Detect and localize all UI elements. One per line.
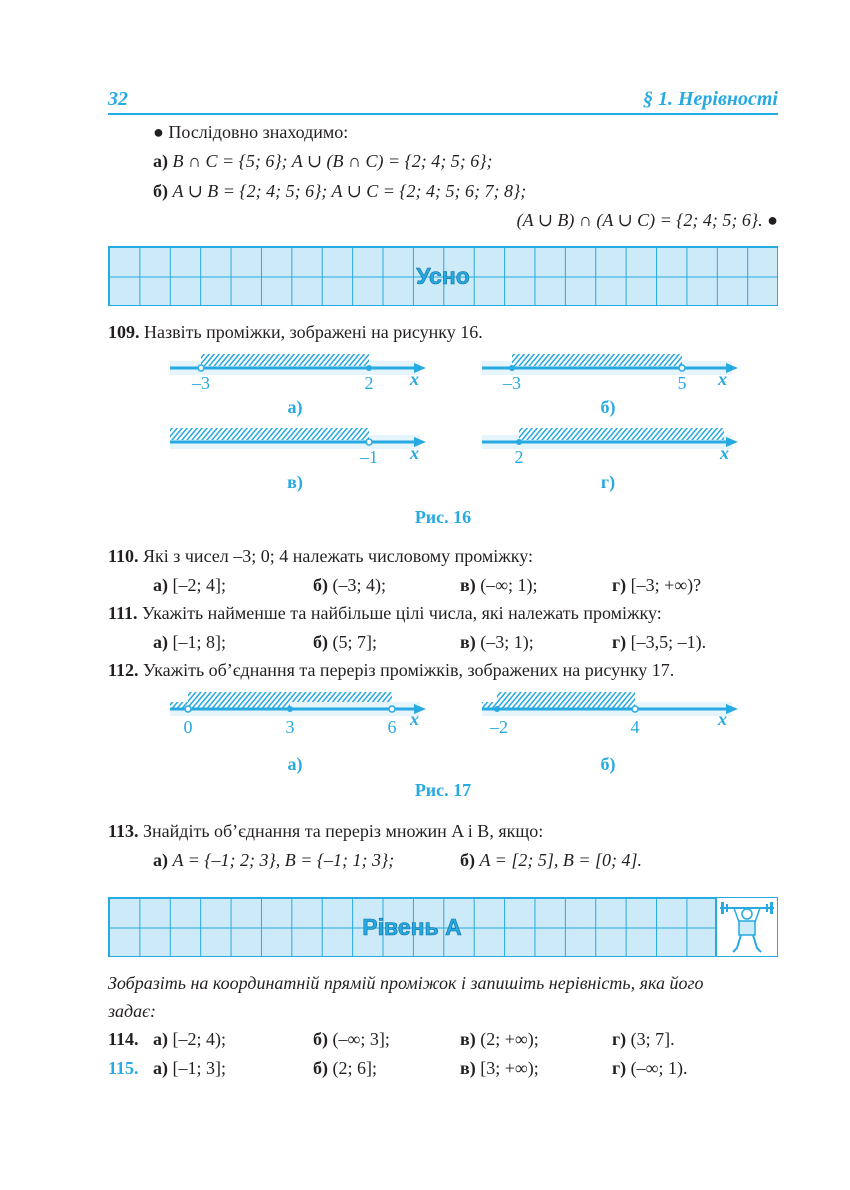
figure-17 [0, 680, 850, 810]
number-line-v [170, 428, 426, 467]
item-text: [–1; 3]; [168, 1058, 226, 1078]
item-text: (5; 7]; [328, 632, 377, 652]
tick-label: –3 [192, 373, 210, 393]
item-text: A = [2; 5], B = [0; 4]. [475, 850, 642, 870]
item-text: [–1; 8]; [168, 632, 226, 652]
instruction-line-1: Зобразіть на координатній прямій проміжок і запишіть нерівність, яка його [108, 973, 704, 993]
exercise-text: Які з чисел –3; 0; 4 належать числовому проміжку: [143, 546, 533, 566]
axis-label: x [410, 709, 419, 729]
item-label: а) [153, 1029, 168, 1049]
option-a [153, 1057, 226, 1079]
item-text: [–2; 4]; [168, 575, 226, 595]
item-text: (–∞; 1); [475, 575, 538, 595]
exercise-number: 111. [108, 603, 138, 623]
number-line-b [482, 354, 738, 393]
intro-line-a [153, 150, 492, 172]
item-label: а) [153, 151, 168, 171]
item-text: (2; +∞); [475, 1029, 539, 1049]
item-label: б) [313, 575, 328, 595]
item-label: а) [153, 1058, 168, 1078]
option-b [313, 574, 386, 596]
option-g [612, 574, 701, 596]
exercise-number: 113. [108, 821, 139, 841]
option-b [313, 631, 377, 653]
option-v [460, 1057, 539, 1079]
weightlifter-icon [716, 897, 778, 957]
exercise-text: Знайдіть об’єднання та переріз множин A і B, якщо: [143, 821, 544, 841]
item-label: в) [460, 1029, 476, 1049]
axis-label: x [410, 369, 419, 389]
item-text: (–3; 1); [475, 632, 534, 652]
exercise-text: Укажіть найменше та найбільше цілі числа, які належать проміжку: [142, 603, 662, 623]
figure-caption: Рис. 16 [414, 507, 472, 527]
option-a [153, 574, 226, 596]
tick-label: –2 [490, 717, 508, 737]
exercise-text: Укажіть об’єднання та переріз проміжків, зображених на рисунку 17. [143, 660, 675, 680]
item-label: г) [612, 1058, 627, 1078]
item-label: б) [153, 181, 168, 201]
tick-label: 4 [630, 717, 640, 737]
tick-label: –3 [503, 373, 521, 393]
item-label: г) [612, 1029, 627, 1049]
instruction-line-2: задає: [108, 1001, 156, 1021]
exercise-number: 110. [108, 546, 139, 566]
item-text: [3; +∞); [475, 1058, 539, 1078]
exercise-110 [108, 545, 533, 567]
exercise-112 [108, 659, 674, 681]
item-label: б) [313, 1029, 328, 1049]
option-v [460, 574, 538, 596]
exercise-number: 115. [108, 1058, 139, 1078]
option-a [153, 1028, 226, 1050]
header-rule [108, 113, 778, 115]
exercise-114 [108, 1028, 139, 1050]
item-text: (–3; 4); [328, 575, 386, 595]
subfigure-label: г) [600, 472, 616, 492]
item-label: а) [153, 850, 168, 870]
item-text: (–∞; 1). [626, 1058, 688, 1078]
option-g [612, 631, 706, 653]
option-b [460, 849, 642, 871]
band-title: Рівень А [362, 914, 462, 940]
section-band-oral [108, 246, 778, 306]
page-number: 32 [108, 88, 128, 110]
section-band-level [108, 897, 716, 957]
option-v [460, 631, 534, 653]
figure-caption: Рис. 17 [414, 780, 472, 800]
item-label: б) [313, 632, 328, 652]
item-label: г) [612, 632, 627, 652]
axis-label: x [718, 709, 727, 729]
number-line-17a [170, 692, 426, 737]
option-a [153, 631, 226, 653]
item-label: а) [153, 575, 168, 595]
tick-label: 0 [183, 717, 193, 737]
number-line-g [482, 428, 738, 467]
tick-label: –1 [360, 447, 378, 467]
exercise-113 [108, 820, 543, 842]
option-g [612, 1028, 675, 1050]
item-text: A ∪ B = {2; 4; 5; 6}; A ∪ C = {2; 4; 5; 6; 7; 8}; [168, 181, 527, 201]
item-text: [–3; +∞)? [626, 575, 702, 595]
item-text: (3; 7]. [626, 1029, 675, 1049]
item-label: в) [460, 1058, 476, 1078]
option-a [153, 849, 394, 871]
figure-16 [0, 340, 850, 540]
tick-label: 6 [387, 717, 397, 737]
subfigure-label: а) [287, 397, 303, 417]
item-label: б) [313, 1058, 328, 1078]
item-label: в) [460, 575, 476, 595]
option-b [313, 1028, 390, 1050]
exercise-115 [108, 1057, 139, 1079]
option-g [612, 1057, 688, 1079]
axis-label: x [410, 443, 419, 463]
tick-label: 3 [285, 717, 295, 737]
item-text: [–2; 4); [168, 1029, 226, 1049]
option-b [313, 1057, 377, 1079]
item-label: а) [153, 632, 168, 652]
number-line-17b [482, 692, 738, 737]
subfigure-label: б) [600, 397, 616, 417]
exercise-number: 112. [108, 660, 139, 680]
exercise-number: 109. [108, 322, 140, 342]
item-text: (2; 6]; [328, 1058, 377, 1078]
item-text: B ∩ C = {5; 6}; A ∪ (B ∩ C) = {2; 4; 5; 6}; [168, 151, 493, 171]
item-label: в) [460, 632, 476, 652]
intro-line-c: (A ∪ B) ∩ (A ∪ C) = {2; 4; 5; 6}. ● [516, 210, 778, 230]
number-line-a [170, 354, 426, 393]
band-title: Усно [416, 263, 470, 289]
tick-label: 5 [677, 373, 687, 393]
exercise-number: 114. [108, 1029, 139, 1049]
subfigure-label: в) [287, 472, 303, 492]
item-label: б) [460, 850, 475, 870]
intro-lead: ● Послідовно знаходимо: [153, 122, 349, 142]
exercise-text: Назвіть проміжки, зображені на рисунку 16. [144, 322, 483, 342]
axis-label: x [720, 443, 729, 463]
item-text: [–3,5; –1). [626, 632, 707, 652]
exercise-111 [108, 602, 662, 624]
section-title: § 1. Нерівності [642, 88, 778, 110]
tick-label: 2 [514, 447, 524, 467]
item-text: A = {–1; 2; 3}, B = {–1; 1; 3}; [168, 850, 395, 870]
intro-line-b [153, 180, 526, 202]
item-label: г) [612, 575, 627, 595]
subfigure-label: б) [600, 754, 616, 774]
axis-label: x [718, 369, 727, 389]
item-text: (–∞; 3]; [328, 1029, 390, 1049]
option-v [460, 1028, 539, 1050]
tick-label: 2 [364, 373, 374, 393]
subfigure-label: а) [287, 754, 303, 774]
